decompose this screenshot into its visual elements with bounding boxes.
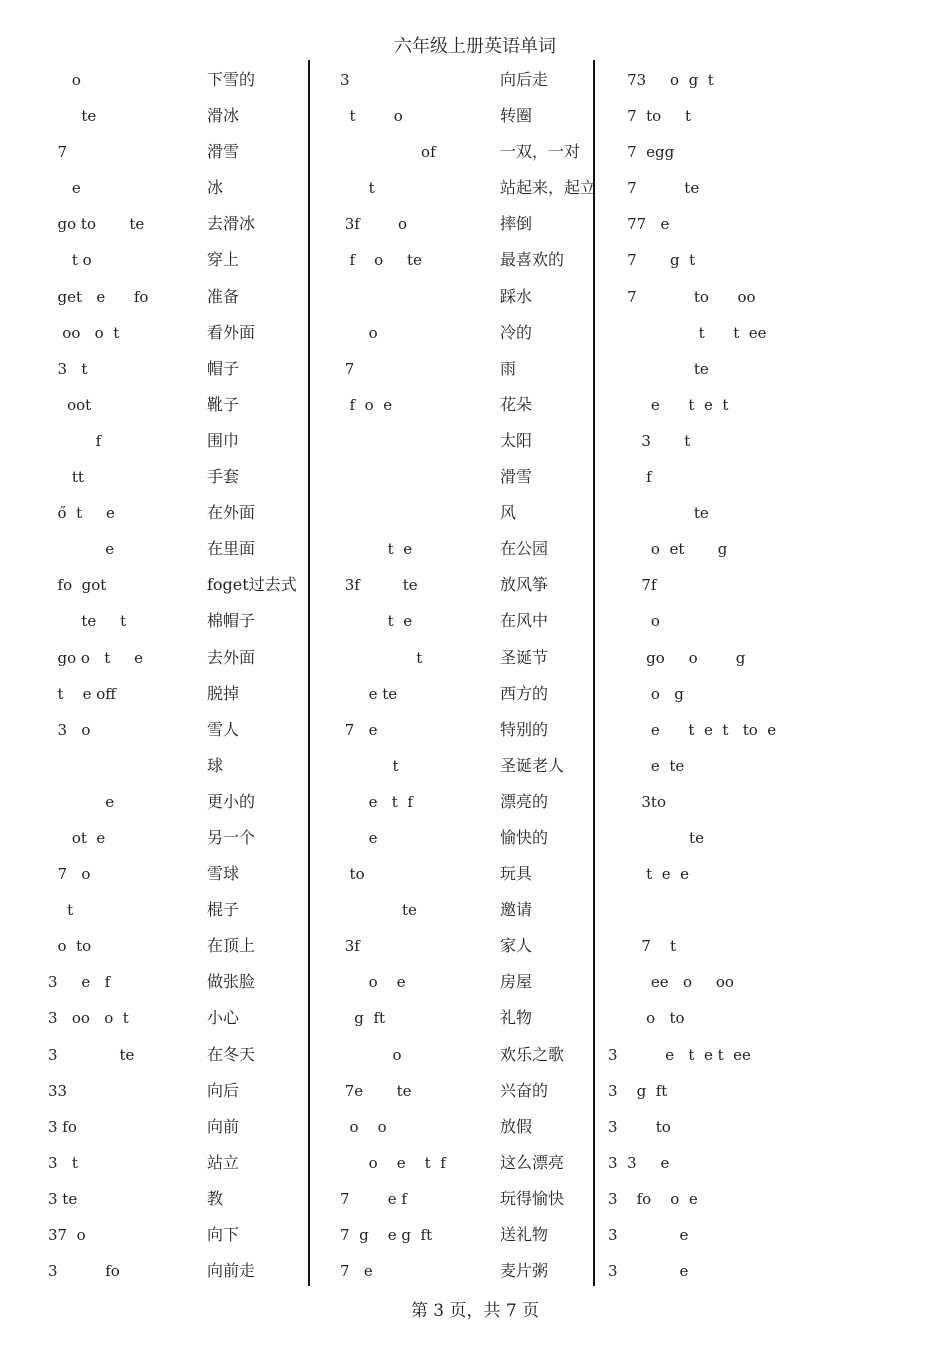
english-word: te t <box>48 612 127 631</box>
chinese-meaning: 兴奋的 <box>500 1080 549 1100</box>
vocab-row <box>48 1109 306 1145</box>
vocab-row <box>48 1253 306 1289</box>
vocab-row <box>48 1037 306 1073</box>
chinese-meaning: 棍子 <box>207 900 240 920</box>
english-word: 3 e <box>608 1262 689 1281</box>
vocab-row <box>48 206 306 242</box>
english-word: get e fo <box>48 287 149 306</box>
vocab-row <box>48 712 306 748</box>
vocab-row <box>48 170 306 206</box>
chinese-meaning: 在顶上 <box>207 936 256 956</box>
chinese-meaning: 滑雪 <box>500 467 533 487</box>
chinese-meaning: 欢乐之歌 <box>500 1044 565 1064</box>
english-word: e t f <box>340 792 413 811</box>
vocab-row <box>340 1253 592 1289</box>
vocab-row <box>48 1073 306 1109</box>
english-word: 3 o <box>48 720 91 739</box>
vocab-row <box>340 1073 592 1109</box>
vocab-row <box>340 62 592 98</box>
vocab-row <box>608 387 938 423</box>
english-word: 7 g t <box>608 251 696 270</box>
chinese-meaning: 雪球 <box>207 864 240 884</box>
vocab-row <box>48 279 306 315</box>
english-word: f <box>608 468 652 487</box>
english-word: oo o t <box>48 323 120 342</box>
english-word: f o e <box>340 395 393 414</box>
vocab-row <box>608 964 938 1000</box>
english-word: g ft <box>340 1009 386 1028</box>
vocab-row <box>340 892 592 928</box>
english-word: 73 o g t <box>608 71 714 89</box>
vocab-row <box>48 1217 306 1253</box>
vocab-row <box>48 423 306 459</box>
vocab-row <box>340 603 592 639</box>
english-word: o o <box>340 1117 387 1136</box>
vocab-row <box>48 748 306 784</box>
chinese-meaning: 滑雪 <box>207 142 240 162</box>
vocab-row <box>340 820 592 856</box>
chinese-meaning: 最喜欢的 <box>500 250 565 270</box>
vocab-row <box>340 567 592 603</box>
english-word: 3 to <box>608 1117 671 1136</box>
chinese-meaning: 教 <box>207 1188 224 1208</box>
column-divider-left <box>308 60 310 1286</box>
vocab-row <box>48 1181 306 1217</box>
vocab-row <box>340 1109 592 1145</box>
vocab-row <box>340 495 592 531</box>
vocab-row <box>48 531 306 567</box>
english-word: 3 e t e t ee <box>608 1045 751 1064</box>
vocab-row <box>48 351 306 387</box>
chinese-meaning: 礼物 <box>500 1008 533 1028</box>
chinese-meaning: 靴子 <box>207 394 240 414</box>
vocab-row <box>608 98 938 134</box>
vocab-row <box>340 676 592 712</box>
english-word: e <box>48 792 115 811</box>
vocab-row <box>340 964 592 1000</box>
chinese-meaning: 愉快的 <box>500 827 549 847</box>
english-word: to <box>340 865 365 884</box>
chinese-meaning: 放假 <box>500 1116 533 1136</box>
vocab-row <box>340 712 592 748</box>
chinese-meaning: 麦片粥 <box>500 1261 549 1281</box>
english-word: 33 <box>48 1081 68 1100</box>
english-word: 3 t <box>48 1153 78 1172</box>
english-word: te <box>340 901 417 920</box>
vocab-row <box>608 1037 938 1073</box>
vocab-row <box>608 170 938 206</box>
vocab-row <box>48 459 306 495</box>
english-word: 3 fo <box>48 1262 120 1281</box>
english-word: te <box>608 504 709 523</box>
vocab-row <box>608 206 938 242</box>
english-word: f o te <box>340 251 422 270</box>
vocab-row <box>340 387 592 423</box>
chinese-meaning: 围巾 <box>207 430 240 450</box>
chinese-meaning: 滑冰 <box>207 106 240 126</box>
vocab-column-2 <box>340 62 597 1289</box>
vocab-row <box>608 1217 938 1253</box>
chinese-meaning: 转圈 <box>500 106 533 126</box>
vocab-row <box>48 676 306 712</box>
vocab-row <box>48 495 306 531</box>
vocab-row <box>608 242 938 278</box>
english-word: 3 te <box>48 1045 135 1064</box>
vocab-row <box>340 315 592 351</box>
vocab-row <box>340 279 592 315</box>
english-word: 77 e <box>608 215 670 234</box>
vocab-row <box>608 531 938 567</box>
english-word: t t ee <box>608 323 767 342</box>
english-word: e <box>48 540 115 559</box>
english-word: 3 oo o t <box>48 1009 129 1028</box>
english-word: e <box>340 828 378 847</box>
english-word: o <box>340 323 378 342</box>
vocab-row <box>340 531 592 567</box>
vocab-row <box>608 134 938 170</box>
english-word: go o t e <box>48 648 144 667</box>
vocab-row <box>340 134 592 170</box>
vocab-row <box>340 206 592 242</box>
english-word: 3f o <box>340 215 408 234</box>
vocab-row <box>608 676 938 712</box>
vocab-row <box>48 784 306 820</box>
chinese-meaning: 向后 <box>207 1080 240 1100</box>
chinese-meaning: 更小的 <box>207 791 256 811</box>
vocab-row <box>608 1000 938 1036</box>
english-word: 3 t <box>48 359 88 378</box>
vocab-row <box>608 603 938 639</box>
vocab-row <box>608 1109 938 1145</box>
english-word: 7 e f <box>340 1189 407 1208</box>
english-word: oot <box>48 395 92 414</box>
chinese-meaning: 圣诞老人 <box>500 755 565 775</box>
chinese-meaning: 放风筝 <box>500 575 549 595</box>
english-word: tt <box>48 468 84 487</box>
vocab-row <box>340 928 592 964</box>
vocab-row <box>48 856 306 892</box>
english-word: 7 to t <box>608 107 692 126</box>
english-word: t <box>340 648 423 667</box>
english-word: 7 te <box>608 179 700 198</box>
english-word: 3 3 e <box>608 1153 670 1172</box>
english-word: 3 <box>340 71 350 89</box>
chinese-meaning: 另一个 <box>207 827 256 847</box>
chinese-meaning: 小心 <box>207 1008 240 1028</box>
vocab-row <box>340 784 592 820</box>
vocab-row <box>340 98 592 134</box>
vocab-row <box>48 892 306 928</box>
vocab-row <box>340 242 592 278</box>
english-word: ee o oo <box>608 973 734 992</box>
vocab-row <box>48 640 306 676</box>
english-word: t <box>340 179 375 198</box>
vocab-row <box>608 892 938 928</box>
chinese-meaning: 漂亮的 <box>500 791 549 811</box>
chinese-meaning: 向前走 <box>207 1261 256 1281</box>
chinese-meaning: 雨 <box>500 358 517 378</box>
english-word: te <box>608 828 704 847</box>
english-word: 7 <box>340 359 355 378</box>
english-word: 3 e f <box>48 973 111 992</box>
chinese-meaning: 在冬天 <box>207 1044 256 1064</box>
chinese-meaning: 在外面 <box>207 503 256 523</box>
english-word: o to <box>608 1009 685 1028</box>
vocab-row <box>340 856 592 892</box>
vocab-row <box>48 387 306 423</box>
english-word: o g <box>608 684 684 703</box>
english-word: e te <box>340 684 398 703</box>
chinese-meaning: 向下 <box>207 1225 240 1244</box>
english-word: t e <box>340 612 413 631</box>
vocab-row <box>340 423 592 459</box>
chinese-meaning: 玩得愉快 <box>500 1188 565 1208</box>
english-word: 7e te <box>340 1081 412 1100</box>
english-word: te <box>48 107 97 126</box>
chinese-meaning: 站起来，起立 <box>500 178 597 198</box>
vocab-row <box>48 1000 306 1036</box>
chinese-meaning: 花朵 <box>500 394 533 414</box>
vocab-row <box>340 351 592 387</box>
english-word: 7 e <box>340 720 378 739</box>
english-word: 3to <box>608 792 666 811</box>
chinese-meaning: 雪人 <box>207 719 240 739</box>
english-word: te <box>608 359 709 378</box>
chinese-meaning: 准备 <box>207 286 240 306</box>
chinese-meaning: 去外面 <box>207 647 256 667</box>
vocab-row <box>48 928 306 964</box>
chinese-meaning: 邀请 <box>500 900 533 920</box>
vocab-row <box>48 134 306 170</box>
vocab-row <box>340 1037 592 1073</box>
english-word: 37 o <box>48 1226 86 1244</box>
english-word: o <box>48 71 81 89</box>
english-word: 3f te <box>340 576 418 595</box>
vocab-row <box>608 784 938 820</box>
vocab-row <box>340 748 592 784</box>
chinese-meaning: 玩具 <box>500 864 533 884</box>
english-word: t <box>340 756 399 775</box>
english-word: o et g <box>608 540 728 559</box>
english-word: t e <box>340 540 413 559</box>
vocab-row <box>608 495 938 531</box>
vocab-row <box>48 315 306 351</box>
english-word: o e <box>340 973 406 992</box>
english-word: of <box>340 143 436 162</box>
chinese-meaning: 太阳 <box>500 430 533 450</box>
english-word: 7 <box>48 143 68 162</box>
chinese-meaning: 房屋 <box>500 972 533 992</box>
english-word: 3 fo <box>48 1117 77 1136</box>
english-word: t o <box>340 107 403 126</box>
chinese-meaning: 看外面 <box>207 322 256 342</box>
vocab-row <box>608 315 938 351</box>
english-word: ot e <box>48 828 106 847</box>
vocab-row <box>608 423 938 459</box>
chinese-meaning: foget过去式 <box>207 575 297 595</box>
vocab-row <box>48 820 306 856</box>
chinese-meaning: 西方的 <box>500 683 549 703</box>
chinese-meaning: 去滑冰 <box>207 214 256 234</box>
vocab-row <box>340 1181 592 1217</box>
chinese-meaning: 冷的 <box>500 322 533 342</box>
english-word: 3 t <box>608 431 691 450</box>
vocab-row <box>608 856 938 892</box>
vocab-row <box>340 1145 592 1181</box>
vocab-row <box>608 1073 938 1109</box>
chinese-meaning: 站立 <box>207 1152 240 1172</box>
chinese-meaning: 向前 <box>207 1116 240 1136</box>
vocab-row <box>340 170 597 206</box>
english-word: 3 te <box>48 1189 78 1208</box>
vocab-row <box>48 242 306 278</box>
english-word: 7 to oo <box>608 287 756 306</box>
vocab-row <box>48 62 306 98</box>
english-word: 3 fo o e <box>608 1189 698 1208</box>
vocab-row <box>608 820 938 856</box>
chinese-meaning: 下雪的 <box>207 70 256 89</box>
chinese-meaning: 穿上 <box>207 250 240 270</box>
english-word: e t e t <box>608 395 729 414</box>
vocab-row <box>608 351 938 387</box>
chinese-meaning: 球 <box>207 755 224 775</box>
vocab-column-1 <box>48 62 306 1289</box>
chinese-meaning: 在里面 <box>207 539 256 559</box>
english-word: 7f <box>608 576 657 595</box>
chinese-meaning: 风 <box>500 503 517 523</box>
chinese-meaning: 做张脸 <box>207 972 256 992</box>
vocab-row <box>608 62 938 98</box>
vocab-row <box>608 279 938 315</box>
english-word: e te <box>608 756 685 775</box>
vocab-row <box>608 567 938 603</box>
vocab-row <box>608 748 938 784</box>
chinese-meaning: 棉帽子 <box>207 611 256 631</box>
english-word: go to te <box>48 215 145 234</box>
english-word: go o g <box>608 648 746 667</box>
english-word: f <box>48 431 102 450</box>
english-word: 7 egg <box>608 143 675 162</box>
chinese-meaning: 送礼物 <box>500 1225 549 1244</box>
vocab-row <box>48 567 306 603</box>
chinese-meaning: 特别的 <box>500 719 549 739</box>
english-word: 3f <box>340 937 360 956</box>
vocab-row <box>48 603 306 639</box>
vocab-row <box>608 1253 938 1289</box>
chinese-meaning: 这么漂亮 <box>500 1152 565 1172</box>
english-word: 7 e <box>340 1262 373 1281</box>
vocab-row <box>608 1145 938 1181</box>
chinese-meaning: 摔倒 <box>500 214 533 234</box>
vocab-row <box>608 1181 938 1217</box>
vocab-column-3 <box>608 62 938 1289</box>
chinese-meaning: 在公园 <box>500 539 549 559</box>
english-word: e t e t to e <box>608 720 777 739</box>
vocab-row <box>608 640 938 676</box>
chinese-meaning: 踩水 <box>500 286 533 306</box>
page-footer: 第 3 页，共 7 页 <box>410 1301 540 1321</box>
english-word: fo got <box>48 576 107 595</box>
english-word: o <box>340 1045 402 1064</box>
chinese-meaning: 在风中 <box>500 611 549 631</box>
chinese-meaning: 冰 <box>207 178 224 198</box>
chinese-meaning: 帽子 <box>207 358 240 378</box>
vocab-row <box>608 459 938 495</box>
english-word: 3 e <box>608 1226 689 1244</box>
english-word: o to <box>48 937 92 956</box>
english-word: t e e <box>608 865 689 884</box>
vocab-row <box>340 640 592 676</box>
chinese-meaning: 家人 <box>500 936 533 956</box>
english-word: t e off <box>48 684 116 703</box>
chinese-meaning: 向后走 <box>500 70 549 89</box>
vocab-row <box>608 928 938 964</box>
english-word: e <box>48 179 81 198</box>
vocab-row <box>340 459 592 495</box>
english-word: o <box>608 612 660 631</box>
english-word: 7 o <box>48 865 91 884</box>
english-word: o e t f <box>340 1153 446 1172</box>
english-word: 7 g e g ft <box>340 1226 433 1244</box>
vocab-row <box>608 712 938 748</box>
english-word: 7 t <box>608 937 677 956</box>
english-word: t o <box>48 251 92 270</box>
chinese-meaning: 一双，一对 <box>500 142 581 162</box>
english-word: t <box>48 901 74 920</box>
vocab-row <box>340 1217 592 1253</box>
column-divider-right <box>593 60 595 1286</box>
vocab-row <box>340 1000 592 1036</box>
vocab-row <box>48 98 306 134</box>
english-word: ő t e <box>48 504 115 523</box>
english-word: 3 g ft <box>608 1081 668 1100</box>
chinese-meaning: 脱掉 <box>207 683 240 703</box>
vocab-row <box>48 964 306 1000</box>
page-title: 六年级上册英语单词 <box>394 36 556 57</box>
vocab-row <box>48 1145 306 1181</box>
chinese-meaning: 圣诞节 <box>500 647 549 667</box>
chinese-meaning: 手套 <box>207 467 240 487</box>
